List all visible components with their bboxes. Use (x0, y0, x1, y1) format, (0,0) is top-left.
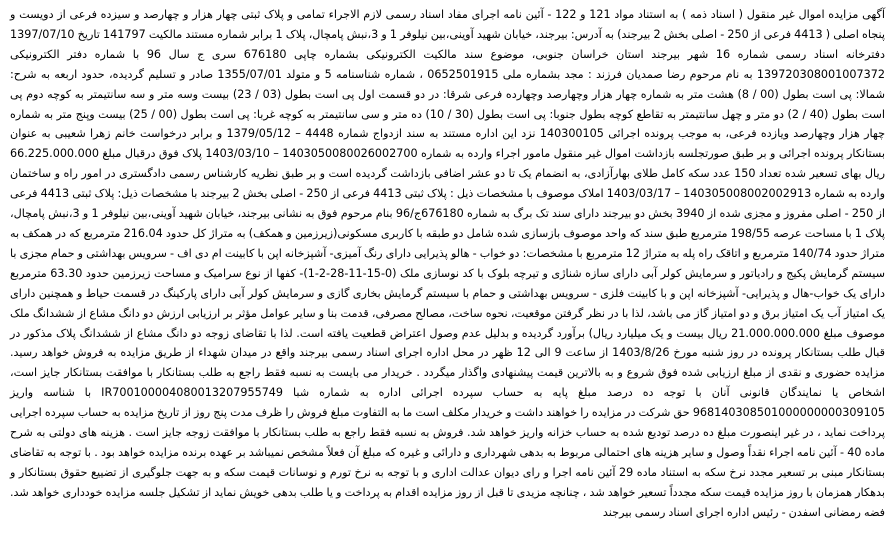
auction-notice-text: آگهی مزایده اموال غیر منقول ( اسناد ذمه ) به استناد مواد 121 و 122 - آئین نامه اجرای مفاد اسناد رسمی لازم الاجراء تمامی و پلاک ثبتی چهار هزار و چهارصد و سیزده فرعی از دویست و پنجاه اصلی ( 4413 فرعی از 250 - اصلی بخش 2 بیرجند) به آدرس: بیرجند، خیابان شهید آوینی،بین نیلوفر 1 و 3،نبش پامچال، پلاک 1 برابر شماره مستند مالکیت 141797 تاریخ 1397/07/10 دفترخانه اسناد رسمی شماره 16 شهر بیرجند استان خراسان جنوبی، موضوع سند مالکیت الکترونیکی بشماره چاپی 676180 سری ج سال 96 با شماره دفتر الکترونیکی 139720308001007372 به نام مرحوم رضا صمدیان فرزند : مجد بشماره ملی 0652501915 ، شماره شناسنامه 5 و متولد 1355/07/01 صادر و تسلیم گردیده، حدود اربعه به شرح: شمالا: پی است بطول (00 / 8) هشت متر به شماره چهار هزار وچهارصد وچهارده فرعی شرقا: در دو قسمت اول پی است بطول (03 / 23) بیست وسه متر و سه سانتیمتر به کوچه دوم پی است بطول (40 / 2) دو متر و چهل سانتیمتر به تقاطع کوچه بطول جنوبا: پی است بطول (30 / 10) ده متر و سی سانتیمتر به کوچه غربا: پی است بطول (00 / 25) بیست وپنج متر به شماره چهار هزار وچهارصد ویازده فرعی، به موجب پرونده اجرائی 140300105 نزد این اداره مستند به سند ازدواج شماره 4448 – 1379/05/12 و برابر درخواست خانم زهرا شعیبی به عنوان بستانکار پرونده اجرائی و بر طبق صورتجلسه بازداشت اموال غیر منقول مامور اجراء وارده به شماره 1403050080026002700 – 1403/03/10 پلاک فوق درقبال مبلغ 66.225.000.000 ریال بهای تسعیر شده تعداد 150 عدد سکه کامل طلای بهارآزادی، به انضمام یک تا دو عشر اضافی بازداشت گردیده است و بر طبق نظریه کارشناس رسمی دادگستری در امور راه و ساختمان وارده به شماره 140305008002002913 – 1403/03/17 املاک موصوف با مشخصات ذیل : پلاک ثبتی 4413 فرعی از 250 - اصلی بخش 2 بیرجند با مشخصات ذیل: پلاک ثبتی 4413 فرعی از 250 - اصلی مفروز و مجزی شده از 3940 بخش دو بیرجند دارای سند تک برگ به شماره 676180ج/96 بنام مرحوم فوق به نشانی بیرجند، خیابان شهید آوینی،بین نیلوفر 1 و 3،نبش پامچال، پلاک 1 با مساحت عرصه 198/55 مترمربع طبق سند که واحد موصوف بازسازی شده شامل دو طبقه با کاربری مسکونی(زیرزمین و همکف) به متراژ کل حدود 216.04 مترمربع که در همکف به متراژ حدود 140/74 مترمربع و اتاقک راه پله به متراژ 12 مترمربع با مشخصات: دو خواب - هالو پذیرایی دارای رنگ آمیزی- آشپزخانه اپن با کابینت ام دی اف - سرویس بهداشتی و حمام مجزی با سیستم گرمایش پکیج و رادیاتور و سرمایش کولر آبی دارای سازه شناژی و تیرچه بلوک با کد نوسازی ملک (0-15-11-28-2-1)- کفها از نوع سرامیک و مساحت زیرزمین حدود 63.30 مترمربع دارای یک خواب-هال و پذیرایی- آشپزخانه اپن و با کابینت فلزی - سرویس بهداشتی و حمام با سیستم گرمایش بخاری گازی و سرمایش کولر آبی دارای پارکینگ در قسمت حیاط و همچنین دارای یک امتیاز آب یک امتیاز برق و دو امتیاز گاز می باشد، لذا با در نظر گرفتن موقعیت، نحوه ساخت، مصالح مصرفی، قدمت بنا و سایر عوامل مؤثر بر ارزیابی ارزش دو دانگ مشاع از ششدانگ ملک موصوف مبلغ 21.000.000.000 ریال بیست و یک میلیارد ریال) برآورد گردیده و بدلیل عدم وصول اعتراض قطعیت یافته است. لذا با تقاضای زوجه دو دانگ مشاع از ششدانگ پلاک مذکور در قبال طلب بستانکار پرونده در روز شنبه مورخ 1403/8/26 از ساعت 9 الی 12 ظهر در محل اداره اجرای اسناد رسمی بیرجند واقع در میدان شهداء از طریق مزایده به فروش خواهد رسید. مزایده حضوری و نقدی از مبلغ ارزیابی شده فوق شروع و به بالاترین قیمت پیشنهادی واگذار میگردد . خریدار می بایست به نسبه فقط راجع به طلب بستانکار با موافقت بستانکار جایز است، اشخاص یا نمایندگان قانونی آنان با توجه ده درصد مبلغ پایه به حساب سپرده اجرائی اداره به شماره شبا IR700100004080013207955749 با شناسه واریز 968140308501000000000309105 حق شرکت در مزایده را خواهند داشت و خریدار مکلف است ما به التفاوت مبلغ فروش را ظرف مدت پنج روز از تاریخ مزایده به حساب سپرده اجرایی پرداخت نماید ، در غیر اینصورت مبلغ ده درصد تودیع شده به حساب خزانه واریز خواهد شد. فروش به نسبه فقط راجع به طلب بستانکار با موافقت زوجه جایز است . هزینه های دولتی به شرح ماده 40 - آئین نامه اجراء نقداً وصول و سایر هزینه های احتمالی مربوط به بدهی شهرداری و دارائی و غیره که مبلغ آن فعلاً مشخص نمیباشد بر عهده برنده مزایده خواهد بود . با توجه به تقاضای بستانکار مبنی بر تسعیر مجدد نرخ سکه به استناد ماده 29 آئین نامه اجرا و رای دیوان عدالت اداری و با توجه به نرخ تورم و نوسانات قیمت سکه و به جهت جلوگیری از تضییع حقوق بستانکار و بدهکار همزمان با روز مزایده قیمت سکه مجدداً تسعیر خواهد شد ، چنانچه مزیدی تا قبل از روز مزایده اقدام به پرداخت و یا طلب بدهی خویش نماید از تشکیل جلسه مزایده خودداری خواهد شد. فضه رمضانی اسفدن - رئیس اداره اجرای اسناد رسمی بیرجند (10, 8, 886, 519)
